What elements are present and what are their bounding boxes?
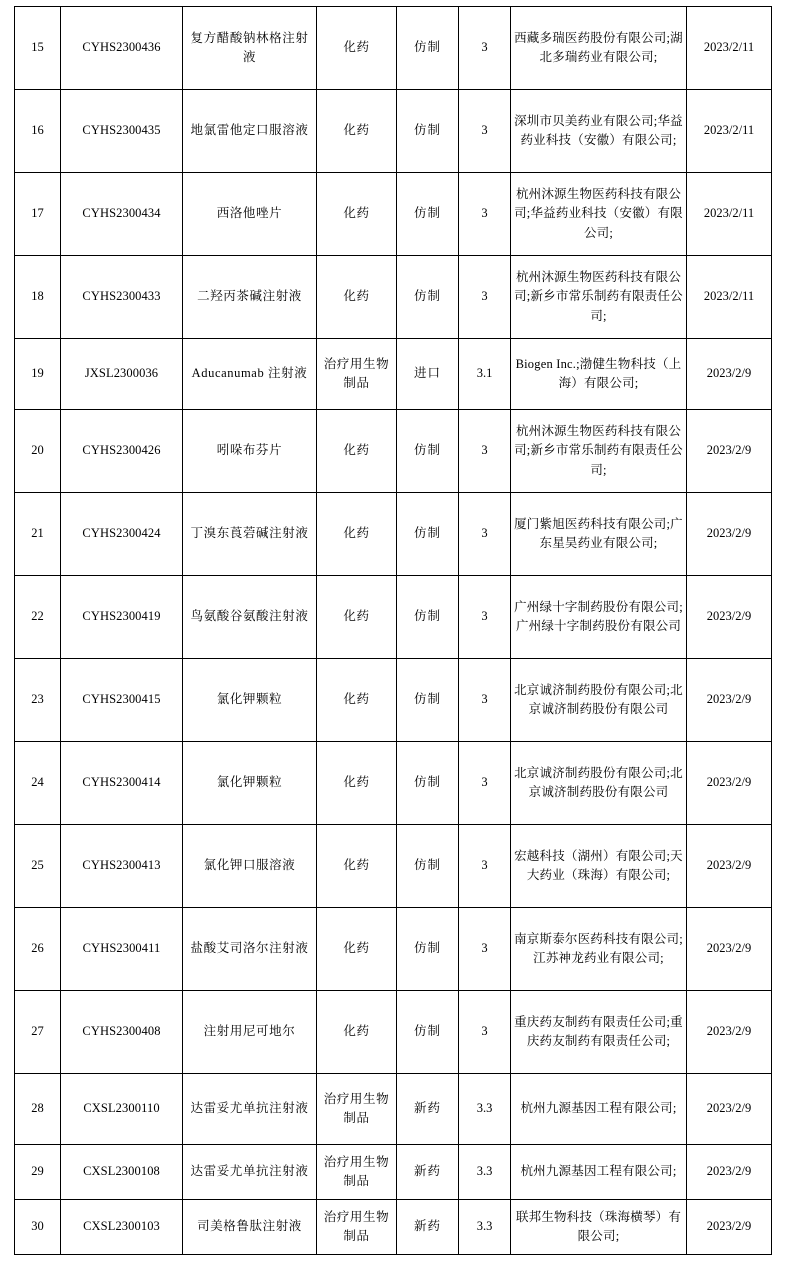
row-registration-type: 仿制	[397, 410, 459, 493]
row-registration-category: 3	[459, 659, 511, 742]
table-row	[15, 659, 772, 742]
row-registration-category: 3	[459, 410, 511, 493]
row-index: 24	[15, 742, 61, 825]
row-date: 2023/2/9	[687, 1074, 772, 1145]
row-drug-name: 地氯雷他定口服溶液	[183, 90, 317, 173]
row-registration-type: 仿制	[397, 659, 459, 742]
row-registration-category: 3	[459, 7, 511, 90]
row-registration-type: 仿制	[397, 742, 459, 825]
row-company: Biogen Inc.;渤健生物科技（上海）有限公司;	[511, 339, 687, 410]
row-drug-type: 化药	[317, 825, 397, 908]
row-drug-type: 化药	[317, 659, 397, 742]
row-accept-number: CYHS2300433	[61, 256, 183, 339]
row-index: 17	[15, 173, 61, 256]
row-registration-type: 仿制	[397, 7, 459, 90]
row-registration-type: 仿制	[397, 256, 459, 339]
table-row	[15, 1074, 772, 1145]
row-index: 18	[15, 256, 61, 339]
drug-registration-table	[14, 6, 772, 1255]
table-row	[15, 1145, 772, 1200]
row-date: 2023/2/9	[687, 908, 772, 991]
table-row	[15, 256, 772, 339]
row-company: 宏越科技（湖州）有限公司;天大药业（珠海）有限公司;	[511, 825, 687, 908]
table-row	[15, 90, 772, 173]
table-row	[15, 493, 772, 576]
row-registration-category: 3.3	[459, 1200, 511, 1255]
table-row	[15, 576, 772, 659]
row-accept-number: CXSL2300108	[61, 1145, 183, 1200]
row-accept-number: CYHS2300408	[61, 991, 183, 1074]
row-index: 15	[15, 7, 61, 90]
table-row	[15, 1200, 772, 1255]
row-date: 2023/2/11	[687, 173, 772, 256]
row-index: 20	[15, 410, 61, 493]
row-accept-number: CYHS2300411	[61, 908, 183, 991]
row-date: 2023/2/9	[687, 742, 772, 825]
row-registration-type: 仿制	[397, 90, 459, 173]
table-row	[15, 173, 772, 256]
row-index: 22	[15, 576, 61, 659]
row-index: 26	[15, 908, 61, 991]
row-drug-name: 达雷妥尤单抗注射液	[183, 1145, 317, 1200]
row-drug-name: 氯化钾颗粒	[183, 659, 317, 742]
row-date: 2023/2/11	[687, 90, 772, 173]
row-accept-number: CYHS2300434	[61, 173, 183, 256]
row-registration-category: 3	[459, 90, 511, 173]
row-index: 28	[15, 1074, 61, 1145]
row-date: 2023/2/11	[687, 7, 772, 90]
row-drug-name: 氯化钾颗粒	[183, 742, 317, 825]
row-company: 西藏多瑞医药股份有限公司;湖北多瑞药业有限公司;	[511, 7, 687, 90]
row-date: 2023/2/9	[687, 576, 772, 659]
row-registration-category: 3	[459, 576, 511, 659]
row-accept-number: CYHS2300419	[61, 576, 183, 659]
row-drug-name: 司美格鲁肽注射液	[183, 1200, 317, 1255]
row-company: 杭州沐源生物医药科技有限公司;新乡市常乐制药有限责任公司;	[511, 410, 687, 493]
row-company: 深圳市贝美药业有限公司;华益药业科技（安徽）有限公司;	[511, 90, 687, 173]
row-index: 29	[15, 1145, 61, 1200]
row-drug-name: 西洛他唑片	[183, 173, 317, 256]
table-row	[15, 7, 772, 90]
row-company: 杭州沐源生物医药科技有限公司;华益药业科技（安徽）有限公司;	[511, 173, 687, 256]
row-company: 杭州九源基因工程有限公司;	[511, 1145, 687, 1200]
row-drug-type: 治疗用生物制品	[317, 1074, 397, 1145]
row-drug-name: 氯化钾口服溶液	[183, 825, 317, 908]
row-accept-number: CYHS2300424	[61, 493, 183, 576]
row-drug-name: 鸟氨酸谷氨酸注射液	[183, 576, 317, 659]
row-company: 杭州九源基因工程有限公司;	[511, 1074, 687, 1145]
row-accept-number: CYHS2300426	[61, 410, 183, 493]
row-registration-type: 仿制	[397, 493, 459, 576]
row-accept-number: CYHS2300435	[61, 90, 183, 173]
table-row	[15, 742, 772, 825]
row-drug-name: 盐酸艾司洛尔注射液	[183, 908, 317, 991]
row-drug-type: 化药	[317, 256, 397, 339]
row-date: 2023/2/9	[687, 410, 772, 493]
row-registration-type: 仿制	[397, 576, 459, 659]
row-drug-type: 治疗用生物制品	[317, 1145, 397, 1200]
row-drug-name: 复方醋酸钠林格注射液	[183, 7, 317, 90]
row-company: 厦门紫旭医药科技有限公司;广东星昊药业有限公司;	[511, 493, 687, 576]
row-drug-type: 化药	[317, 576, 397, 659]
row-registration-type: 新药	[397, 1200, 459, 1255]
row-registration-category: 3	[459, 742, 511, 825]
row-company: 杭州沐源生物医药科技有限公司;新乡市常乐制药有限责任公司;	[511, 256, 687, 339]
row-index: 23	[15, 659, 61, 742]
table-row	[15, 991, 772, 1074]
row-company: 广州绿十字制药股份有限公司;广州绿十字制药股份有限公司	[511, 576, 687, 659]
row-date: 2023/2/11	[687, 256, 772, 339]
row-registration-category: 3	[459, 256, 511, 339]
row-company: 联邦生物科技（珠海横琴）有限公司;	[511, 1200, 687, 1255]
table-row	[15, 908, 772, 991]
row-date: 2023/2/9	[687, 825, 772, 908]
row-drug-name: 丁溴东莨菪碱注射液	[183, 493, 317, 576]
row-drug-name: 吲哚布芬片	[183, 410, 317, 493]
row-accept-number: CYHS2300415	[61, 659, 183, 742]
row-company: 北京诚济制药股份有限公司;北京诚济制药股份有限公司	[511, 742, 687, 825]
row-accept-number: CXSL2300103	[61, 1200, 183, 1255]
row-registration-category: 3.1	[459, 339, 511, 410]
row-accept-number: CYHS2300436	[61, 7, 183, 90]
row-index: 30	[15, 1200, 61, 1255]
row-drug-type: 化药	[317, 410, 397, 493]
row-date: 2023/2/9	[687, 659, 772, 742]
row-drug-name: 达雷妥尤单抗注射液	[183, 1074, 317, 1145]
row-registration-type: 仿制	[397, 991, 459, 1074]
row-drug-type: 化药	[317, 908, 397, 991]
row-registration-category: 3	[459, 908, 511, 991]
row-registration-category: 3.3	[459, 1145, 511, 1200]
row-registration-category: 3	[459, 991, 511, 1074]
row-date: 2023/2/9	[687, 1145, 772, 1200]
row-drug-name: 注射用尼可地尔	[183, 991, 317, 1074]
row-drug-type: 化药	[317, 90, 397, 173]
row-drug-name: Aducanumab 注射液	[183, 339, 317, 410]
row-drug-type: 化药	[317, 7, 397, 90]
row-accept-number: CXSL2300110	[61, 1074, 183, 1145]
row-index: 19	[15, 339, 61, 410]
row-drug-type: 治疗用生物制品	[317, 1200, 397, 1255]
row-registration-category: 3	[459, 493, 511, 576]
row-date: 2023/2/9	[687, 339, 772, 410]
row-registration-type: 仿制	[397, 908, 459, 991]
row-index: 21	[15, 493, 61, 576]
row-accept-number: CYHS2300413	[61, 825, 183, 908]
row-drug-type: 化药	[317, 991, 397, 1074]
row-company: 北京诚济制药股份有限公司;北京诚济制药股份有限公司	[511, 659, 687, 742]
row-index: 16	[15, 90, 61, 173]
row-drug-type: 化药	[317, 173, 397, 256]
row-drug-type: 化药	[317, 493, 397, 576]
row-company: 重庆药友制药有限责任公司;重庆药友制药有限责任公司;	[511, 991, 687, 1074]
row-date: 2023/2/9	[687, 991, 772, 1074]
row-registration-type: 进口	[397, 339, 459, 410]
row-date: 2023/2/9	[687, 1200, 772, 1255]
row-date: 2023/2/9	[687, 493, 772, 576]
row-registration-type: 新药	[397, 1074, 459, 1145]
row-registration-category: 3	[459, 173, 511, 256]
row-index: 27	[15, 991, 61, 1074]
table-row	[15, 410, 772, 493]
row-registration-category: 3	[459, 825, 511, 908]
table-row	[15, 825, 772, 908]
row-company: 南京斯泰尔医药科技有限公司;江苏神龙药业有限公司;	[511, 908, 687, 991]
row-accept-number: CYHS2300414	[61, 742, 183, 825]
row-registration-type: 仿制	[397, 173, 459, 256]
row-registration-type: 仿制	[397, 825, 459, 908]
row-drug-type: 治疗用生物制品	[317, 339, 397, 410]
row-drug-type: 化药	[317, 742, 397, 825]
row-index: 25	[15, 825, 61, 908]
row-accept-number: JXSL2300036	[61, 339, 183, 410]
table-row	[15, 339, 772, 410]
row-registration-category: 3.3	[459, 1074, 511, 1145]
row-registration-type: 新药	[397, 1145, 459, 1200]
row-drug-name: 二羟丙茶碱注射液	[183, 256, 317, 339]
